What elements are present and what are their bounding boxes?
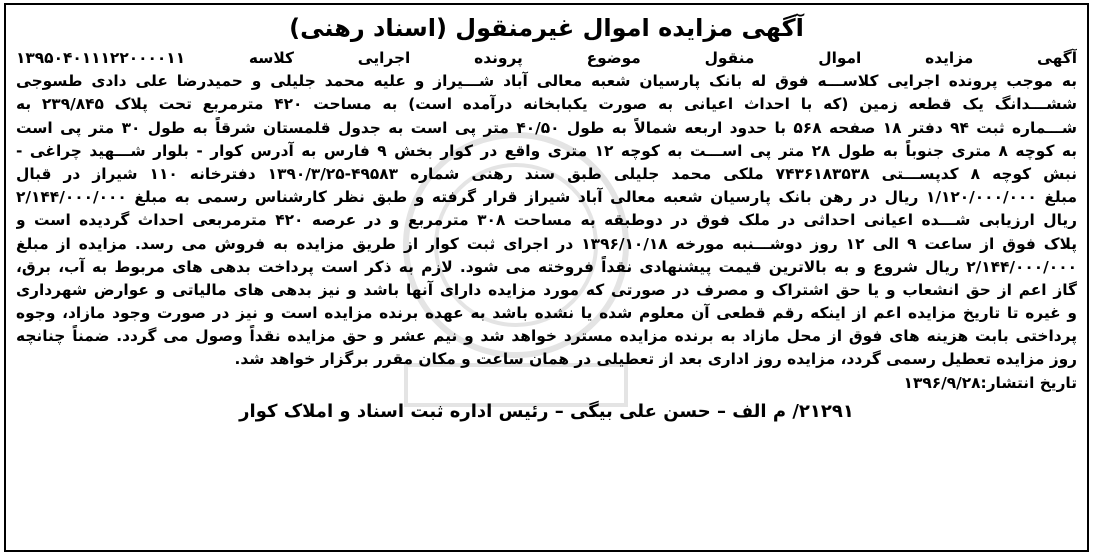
notice-line: مبلغ ۱/۱۲۰/۰۰۰/۰۰۰ ریال در رهن بانک پارسیان شعبه معالی آباد شیراز قرار گرفته و طبق نظر کارشناس رسمی به مبلغ ۲/۱۴۴/۰۰۰/۰۰۰ <box>16 188 1077 207</box>
notice-signature: ۲۱۲۹۱/ م الف – حسن علی بیگی – رئیس اداره ثبت اسناد و املاک کوار <box>239 400 854 422</box>
notice-line: ششـــدانگ یک قطعه زمین (که با احداث اعیانی به صورت یکبابخانه درآمده است) به مساحت ۴۲۰ مترمربع تحت پلاک ۲۳۹/۸۴۵ به <box>16 95 1077 114</box>
notice-line: آگهی مزایده اموال منقول موضوع پرونده اجرایی کلاسه ۱۳۹۵۰۴۰۱۱۱۲۲۰۰۰۰۱۱ <box>16 49 1077 67</box>
notice-line: ریال ارزیابی شـــده اعیانی احداثی در ملک فوق در دوطبقه به مساحت ۳۰۸ مترمربع و در عرصه ۴۲۰ مترمربعی احداث گردیده است و <box>16 211 1077 230</box>
notice-line: ۲/۱۴۴/۰۰۰/۰۰۰ ریال شروع و به بالاترین قیمت پیشنهادی نقداً فروخته می شود. لازم به ذکر است پرداخت بدهی های مربوط به آب، برق، <box>16 257 1077 276</box>
notice-line: روز مزایده تعطیل رسمی گردد، مزایده روز اداری بعد از تعطیلی در همان ساعت و مکان مقرر برگزار خواهد شد. <box>234 350 1077 369</box>
notice-body <box>16 11 1077 546</box>
notice-line: به موجب پرونده اجرایی کلاســـه فوق له بانک پارسیان شعبه معالی آباد شـــیراز و علیه محمد جلیلی و حمیدرضا علی دادی طسوجی <box>16 72 1077 91</box>
notice-line: نبش کوچه ۸ کدپســـتی ۷۴۳۶۱۸۳۵۳۸ ملکی محمد جلیلی طبق سند رهنی شماره ۴۹۵۸۳-۱۳۹۰/۳/۲۵ دفترخانه ۱۱۰ شیراز در قبال <box>16 164 1077 183</box>
notice-line: به کوچه ۸ متری جنوباً به طول ۲۸ متر پی اســـت به کوچه ۱۲ متری واقع در کوار بخش ۹ فارس به آدرس کوار - بلوار شـــهید چراغی - <box>16 141 1077 160</box>
notice-frame <box>4 3 1089 552</box>
publication-date: تاریخ انتشار:۱۳۹۶/۹/۲۸ <box>903 373 1077 392</box>
notice-title: آگهی مزایده اموال غیرمنقول (اسناد رهنی) <box>289 14 804 42</box>
notice-line: و غیره تا تاریخ مزایده اعم از اینکه رقم قطعی آن معلوم شده یا نشده باشد به عهده برنده مزایده است و نیز در صورت وجود مازاد، وجوه <box>16 304 1077 323</box>
notice-line: گاز اعم از حق انشعاب و یا حق اشتراک و مصرف در صورتی که مورد مزایده دارای آنها باشد و نیز بدهی های مالیاتی و عوارض شهرداری <box>16 280 1077 299</box>
notice-line: پلاک فوق از ساعت ۹ الی ۱۲ روز دوشـــنبه مورخه ۱۳۹۶/۱۰/۱۸ در اجرای ثبت کوار از طریق مزایده به فروش می رسد. مزایده از مبلغ <box>16 234 1077 253</box>
notice-line: شـــماره ثبت ۹۴ دفتر ۱۸ صفحه ۵۶۸ با حدود اربعه شمالاً به طول ۴۰/۵۰ متر پی است به جدول قلمستان شرقاً به طول ۳۰ متر پی است <box>16 118 1077 137</box>
notice-line: پرداختی بابت هزینه های فوق از محل مازاد به برنده مزایده مسترد خواهد شد و نیم عشر و حق مزایده نقداً وصول می گردد. ضمناً چنانچه <box>16 327 1077 346</box>
